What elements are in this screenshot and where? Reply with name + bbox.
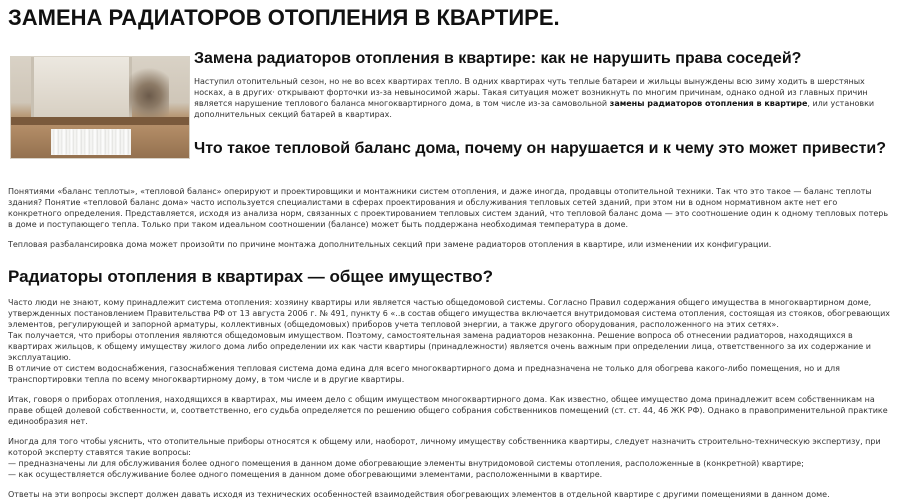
paragraph: Часто люди не знают, кому принадлежит система отопления: хозяину квартиры или является частью общедомовой системы. Согласно Правил содержания общего имущества в многоквартирном доме, утвержденных постановлением Правительства РФ от 13 августа 2006 г. № 491, пункту 6 «..в состав общего имущества включается внутридомовая система отопления, состоящая из стояков, обогревающих элементов, регулирующей и запорной арматуры, коллективных (общедомовых) приборов учета тепловой энергии, а также другого оборудования, расположенного на этих сетях». xyxy=(8,298,891,329)
paragraph: Так получается, что приборы отопления являются общедомовым имуществом. Поэтому, самостоятельная замена радиаторов незаконна. Решение вопроса об отнесении радиаторов, находящихся в квартирах жильцов, к общему имуществу жилого дома либо определении их как части квартиры (принадлежности) является очень важным при определении лица, ответственного за их содержание и эксплуатацию. xyxy=(8,331,871,362)
windowsill-graphic xyxy=(11,117,189,125)
highlight-link-text: замены радиаторов отопления в квартире xyxy=(609,99,808,108)
list-item: — предназначены ли для обслуживания более одного помещения в данном доме обогревающие элементы внутридомовой системы отопления, расположенные в (конкретной) квартире; xyxy=(8,459,804,468)
radiator-photo xyxy=(10,56,190,159)
paragraph: Ответы на эти вопросы эксперт должен давать исходя из технических особенностей взаимодействия обогревающих элементов в отдельной квартире с другими помещениями в данном доме. xyxy=(8,490,830,499)
section-heading-rights: Замена радиаторов отопления в квартире: как не нарушить права соседей? xyxy=(194,50,802,67)
plant-graphic xyxy=(129,61,169,119)
paragraph: Понятиями «баланс теплоты», «тепловой баланс» оперируют и проектировщики и монтажники систем отопления, и даже иногда, продавцы отопительной техники. Так что это такое — баланс теплоты здания? Понятие «тепловой баланс дома» часто используется специалистами в сферах проектирования и обслуживания тепловых сетей зданий, при этом ни в одном нормативном акте нет его конкретного определения. Представляется, исходя из анализа норм, связанных с проектированием тепловых систем зданий, что тепловой баланс дома — это соотношение один к одному тепловых потерь в доме и поступающего тепла. Только при таком идеальном соотношении (балансе) может быть поддержана необходимая температура в доме. xyxy=(8,187,889,229)
section-rights-body xyxy=(194,76,892,120)
section-heading-balance: Что такое тепловой баланс дома, почему он нарушается и к чему это может привести? xyxy=(194,140,887,157)
section-balance-body xyxy=(8,186,892,250)
radiator-graphic xyxy=(51,129,131,155)
paragraph xyxy=(194,76,892,120)
page-title: ЗАМЕНА РАДИАТОРОВ ОТОПЛЕНИЯ В КВАРТИРЕ. xyxy=(8,5,560,30)
paragraph-text: Наступил отопительный сезон, но не во всех квартирах тепло. В одних квартирах чуть теплые батареи и жильцы вынуждены всю зиму ходить в шерстяных носках, а в других· открывают форточки из-за невыносимой жары. Такая ситуация может возникнуть по многим причинам, однако одной из главных причин является нарушение теплового баланса многоквартирного дома, в том числе из-за самовольной xyxy=(194,77,868,108)
section-property-body xyxy=(8,297,892,500)
section-heading-property: Радиаторы отопления в квартирах — общее имущество? xyxy=(8,267,493,286)
list-item: — как осуществляется обслуживание более одного помещения в данном доме обогревающими элементами, расположенными в квартире. xyxy=(8,470,603,479)
paragraph: Итак, говоря о приборах отопления, находящихся в квартирах, мы имеем дело с общим имуществом многоквартирного дома. Как известно, общее имущество дома принадлежит всем собственникам на праве общей долевой собственности, и, соответственно, его судьба определяется по решению общего собрания собственников помещений (ст. ст. 44, 46 ЖК РФ). Однако в правоприменительной практике единообразия нет. xyxy=(8,395,888,426)
paragraph-text: , или установки дополнительных секций батарей в квартирах. xyxy=(194,99,875,119)
paragraph: Иногда для того чтобы уяснить, что отопительные приборы относятся к общему или, наоборот, личному имуществу собственника квартиры, следует назначить строительно-техническую экспертизу, при которой эксперту ставятся такие вопросы: xyxy=(8,437,881,457)
paragraph: В отличие от систем водоснабжения, газоснабжения тепловая система дома едина для всего многоквартирного дома и предназначена не только для обогрева какого-либо помещения, но и для транспортировки тепла по всему многоквартирному дому, в том числе и в другие квартиры. xyxy=(8,364,840,384)
window-graphic xyxy=(31,57,132,119)
paragraph: Тепловая разбалансировка дома может произойти по причине монтажа дополнительных секций при замене радиаторов отопления в квартире, или изменении их конфигурации. xyxy=(8,240,772,249)
